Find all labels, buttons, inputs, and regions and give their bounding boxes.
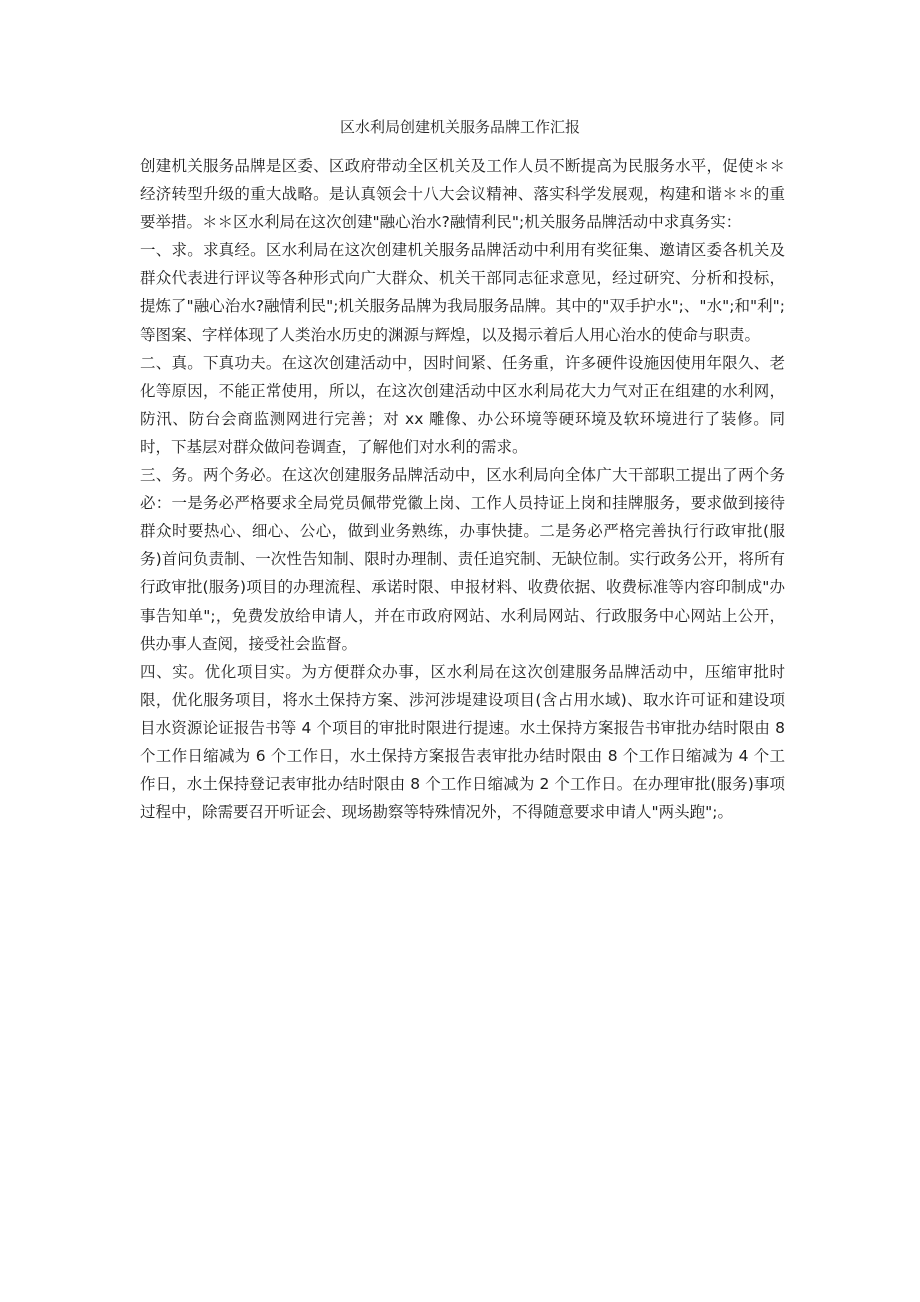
section-two-paragraph: 二、真。下真功夫。在这次创建活动中，因时间紧、任务重，许多硬件设施因使用年限久、老化等原因，不能正常使用，所以，在这次创建活动中区水利局花大力气对正在组建的水利网，防汛、防台会商监测网进行完善；对 xx 雕像、办公环境等硬环境及软环境进行了装修。同时，下基层对群众做问卷调查，了解他们对水利的需求。 xyxy=(140,353,785,456)
document-body xyxy=(140,152,785,826)
document-title: 区水利局创建机关服务品牌工作汇报 xyxy=(339,118,580,136)
intro-paragraph: 创建机关服务品牌是区委、区政府带动全区机关及工作人员不断提高为民服务水平，促使＊＊经济转型升级的重大战略。是认真领会十八大会议精神、落实科学发展观，构建和谐＊＊的重要举措。＊＊区水利局在这次创建"融心治水?融情利民";机关服务品牌活动中求真务实： xyxy=(140,157,785,232)
section-four-paragraph: 四、实。优化项目实。为方便群众办事，区水利局在这次创建服务品牌活动中，压缩审批时限，优化服务项目，将水土保持方案、涉河涉堤建设项目(含占用水域)、取水许可证和建设项目水资源论证报告书等 4 个项目的审批时限进行提速。水土保持方案报告书审批办结时限由 8 个工作日缩减为 6 个工作日，水土保持方案报告表审批办结时限由 8 个工作日缩减为 4 个工作日，水土保持登记表审批办结时限由 8 个工作日缩减为 2 个工作日。在办理审批(服务)事项过程中，除需要召开听证会、现场勘察等特殊情况外，不得随意要求申请人"两头跑";。 xyxy=(140,662,785,822)
section-three-paragraph: 三、务。两个务必。在这次创建服务品牌活动中，区水利局向全体广大干部职工提出了两个务必：一是务必严格要求全局党员佩带党徽上岗、工作人员持证上岗和挂牌服务，要求做到接待群众时要热心、细心、公心，做到业务熟练，办事快捷。二是务必严格完善执行行政审批(服务)首问负责制、一次性告知制、限时办理制、责任追究制、无缺位制。实行政务公开，将所有行政审批(服务)项目的办理流程、承诺时限、申报材料、收费依据、收费标准等内容印制成"办事告知单";，免费发放给申请人，并在市政府网站、水利局网站、行政服务中心网站上公开，供办事人查阅，接受社会监督。 xyxy=(140,466,785,653)
section-one-paragraph: 一、求。求真经。区水利局在这次创建机关服务品牌活动中利用有奖征集、邀请区委各机关及群众代表进行评议等各种形式向广大群众、机关干部同志征求意见，经过研究、分析和投标，提炼了"融心治水?融情利民";机关服务品牌为我局服务品牌。其中的"双手护水";、"水";和"利";等图案、字样体现了人类治水历史的渊源与辉煌，以及揭示着后人用心治水的使命与职责。 xyxy=(140,241,785,344)
